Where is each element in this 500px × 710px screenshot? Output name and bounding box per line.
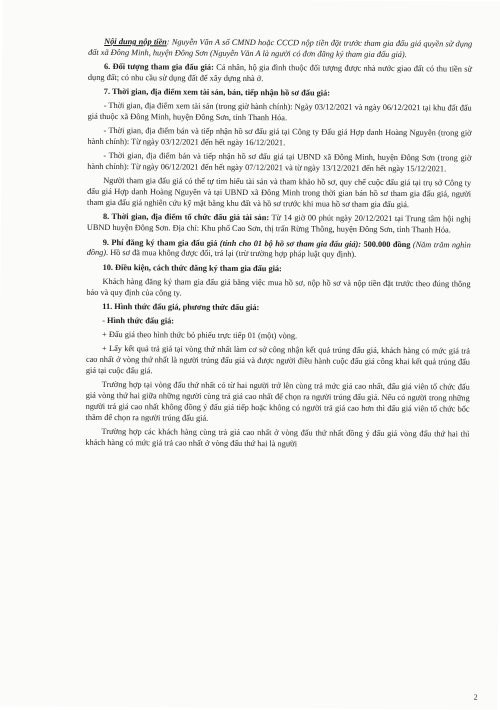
section-11-p4: Trường hợp các khách hàng cùng trả giá cao nhất ở vòng đấu thứ nhất đồng ý đấu giá vòng đấu thứ hai thì khách hàng có mức giá trả cao nhất ở vòng đấu thứ hai là người	[85, 427, 470, 449]
section-9-heading: 9. Phí đăng ký tham gia đấu giá	[102, 237, 218, 248]
section-11-subheading: - Hình thức đấu giá:	[102, 315, 175, 326]
payment-note	[88, 37, 472, 62]
section-11-p1: + Đấu giá theo hình thức bỏ phiếu trực tiếp 01 (một) vòng.	[102, 329, 298, 341]
section-6	[88, 62, 472, 87]
section-11-p3: Trường hợp tại vòng đấu thứ nhất có từ hai người trở lên cùng trả mức giá cao nhất, đấu giá viên tổ chức đấu giá vòng thứ hai giữa những người cùng trả giá cao nhất để chọn ra người trúng đấu giá. Nếu có người trong những người trả giá cao nhất không đồng ý đấu giá tiếp hoặc không có người trả giá cao hơn thì đấu giá viên tổ chức bốc thăm để chọn ra người trúng đấu giá.	[85, 380, 470, 423]
section-7-p1: - Thời gian, địa điểm xem tài sản (trong giờ hành chính): Ngày 03/12/2021 và ngày 06/12/2021 tại khu đất đấu giá thuộc xã Đông Minh, huyện Đông Sơn, tỉnh Thanh Hóa.	[87, 101, 472, 123]
section-6-text: Cá nhân, hộ gia đình thuộc đối tượng được nhà nước giao đất có thu tiền sử dụng đất; có nhu cầu sử dụng đất để xây dựng nhà ở.	[87, 62, 473, 84]
section-10-text: Khách hàng đăng ký tham gia đấu giá bằng việc mua hồ sơ, nộp hồ sơ và nộp tiền đặt trước theo đúng thông báo và quy định của công ty.	[86, 276, 471, 298]
payment-note-text: : Nguyễn Văn A số CMND hoặc CCCD nộp tiền đặt trước tham gia đấu giá quyền sử dụng đất xã Đông Minh, huyện Đông Sơn (Nguyễn Văn A là người có đơn đăng ký tham gia đấu giá).	[88, 37, 473, 60]
section-8-heading: 8. Thời gian, địa điểm tổ chức đấu giá tài sản:	[102, 212, 270, 223]
section-8-text: Từ 14 giờ 00 phút ngày 20/12/2021 tại Trung tâm hội nghị UBND huyện Đông Sơn. Địa chỉ: Khu phố Cao Sơn, thị trấn Rừng Thông, huyện Đông Sơn, tỉnh Thanh Hóa.	[86, 213, 471, 235]
section-7-p3: - Thời gian, địa điểm bán và tiếp nhận hồ sơ đấu giá tại UBND xã Đông Minh, huyện Đông Sơn (trong giờ hành chính): Từ ngày 06/12/2021 đến hết ngày 07/12/2021 và từ ngày 13/12/2021 đến hết ngày 15/12/2021.	[87, 151, 472, 174]
section-9-amount: 500.000 đồng	[361, 239, 411, 249]
payment-note-label: Nội dung nộp tiền	[104, 36, 167, 47]
section-6-heading: 6. Đối tượng tham gia đấu giá:	[103, 62, 214, 72]
section-9-heading-note: (tính cho 01 bộ hồ sơ tham gia đấu giá):	[217, 238, 362, 249]
section-9-amount-words: (Năm trăm nghìn đồng)	[86, 239, 471, 258]
section-7-heading: 7. Thời gian, địa điểm xem tài sản, bán, tiếp nhận hồ sơ đấu giá:	[103, 87, 331, 98]
section-11-heading: 11. Hình thức đấu giá, phương thức đấu giá:	[102, 301, 260, 312]
page-number: 2	[473, 693, 478, 703]
section-10-heading: 10. Điều kiện, cách thức đăng ký tham gia đấu giá:	[102, 262, 282, 273]
section-9	[87, 237, 471, 262]
section-9-text: . Hồ sơ đã mua không được đổi, trả lại (trừ trường hợp pháp luật quy định).	[106, 248, 357, 260]
section-7-p2: - Thời gian, địa điểm bán và tiếp nhận hồ sơ đấu giá tại Công ty Đấu giá Hợp danh Hoàng Nguyên (trong giờ hành chính): Từ ngày 03/12/2021 đến hết ngày 16/12/2021.	[87, 126, 472, 148]
section-7-p4: Người tham gia đấu giá có thể tự tìm hiểu tài sản và tham khảo hồ sơ, quy chế cuộc đấu giá tại trụ sở Công ty đấu giá Hợp danh Hoàng Nguyên và tại UBND xã Đông Minh trong thời gian bán hồ sơ tham gia đấu giá, người tham gia đấu giá nghiên cứu kỹ mặt bằng khu đất và hồ sơ trước khi mua hồ sơ tham gia đấu giá.	[87, 176, 472, 210]
section-8	[87, 212, 471, 237]
section-11-p2: + Lấy kết quả trả giá tại vòng thứ nhất làm cơ sở công nhận kết quả trúng đấu giá, khách hàng có mức giá trả cao nhất ở vòng thứ nhất là người trúng đấu giá và được người điều hành cuộc đấu giá công khai kết quả trúng đấu giá tại cuộc đấu giá.	[85, 344, 471, 376]
